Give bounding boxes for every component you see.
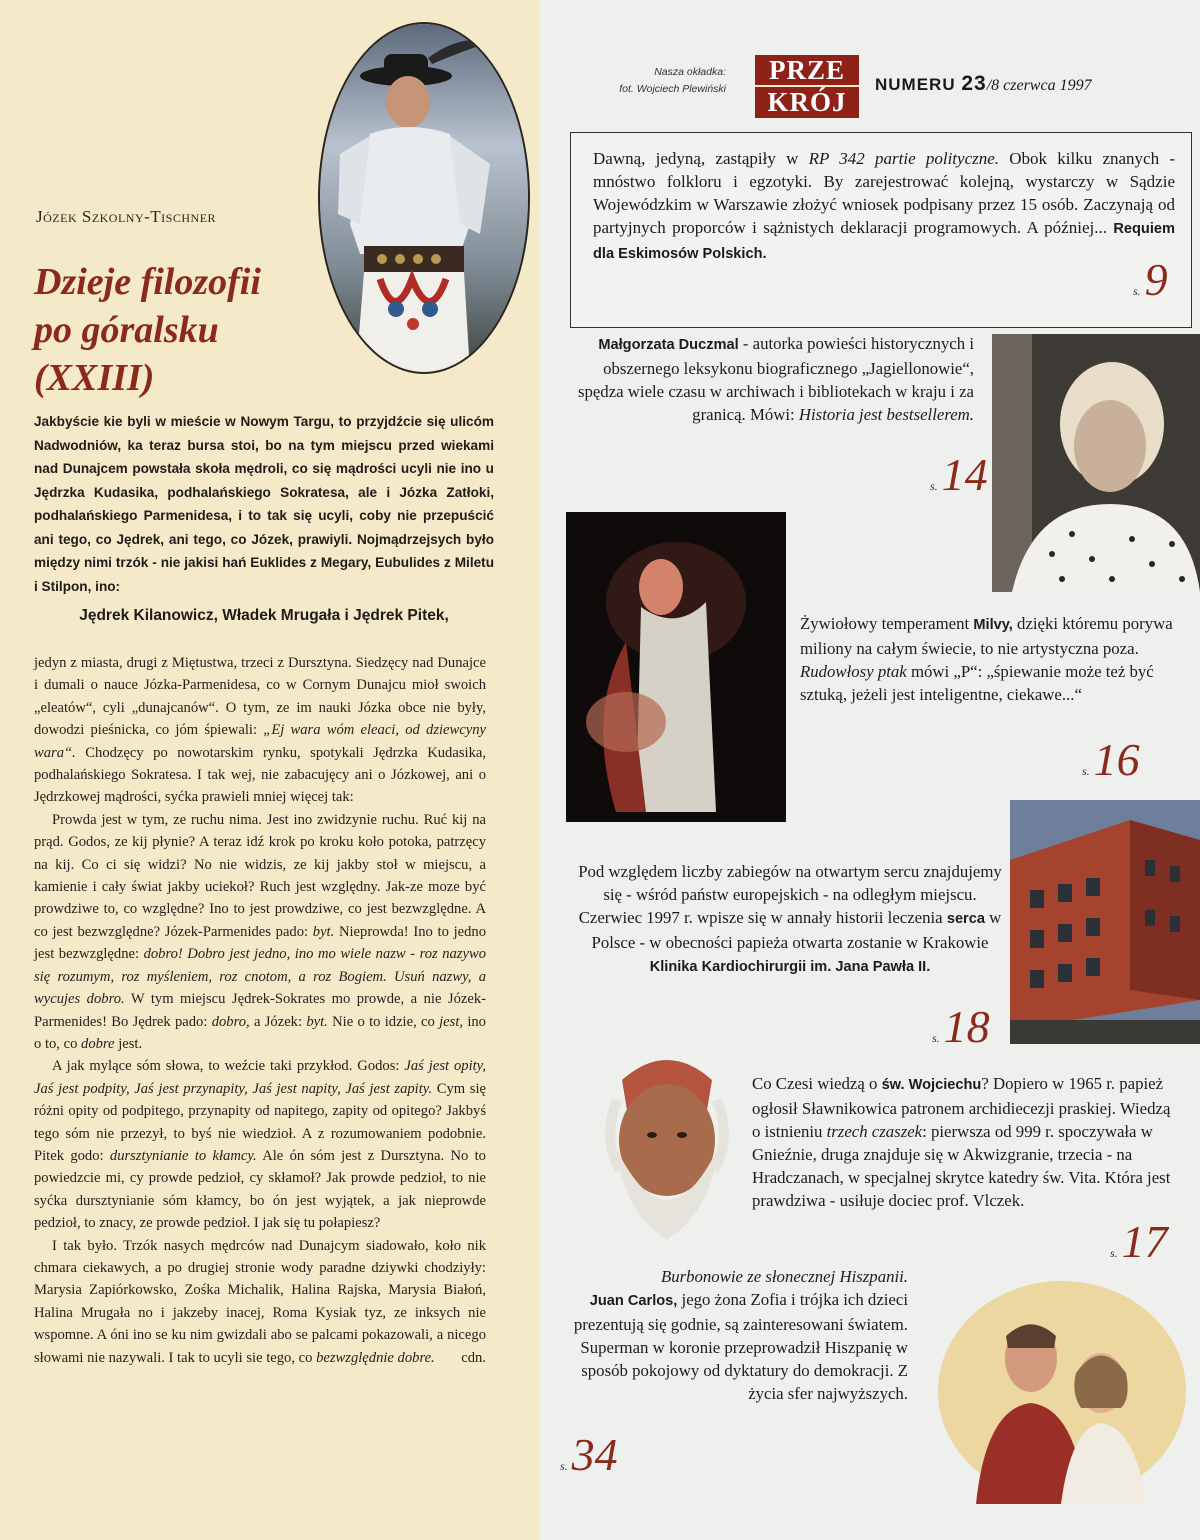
page-ref-9[interactable]: s.9 <box>1133 254 1168 305</box>
teaser-clinic: Pod względem liczby zabiegów na otwartym sercu znajdujemy się - wśród państw europejskich - na odległym miejscu. Czerwiec 1997 r. wpisze się w annały historii leczenia serca w Polsce - w obecności papieża otwarta zostanie w Krakowie Klinika Kardiochirurgii im. Jana Pawła II. <box>578 862 1002 975</box>
title-line-2: po góralsku (XXIII) <box>34 309 219 399</box>
article-title <box>34 258 334 402</box>
author-name: Józek Szkolny-Tischner <box>36 207 217 226</box>
teaser-wojciech: Co Czesi wiedzą o św. Wojciechu? Dopiero w 1965 r. papież ogłosił Sławnikowica patronem archidiecezji praskiej. Wiedzą o istnieniu trzech czaszek: pierwsza od 999 r. spoczywała w Gnieźnie, druga znajduje się w Akwizgranie, trzecia - na Hradczanach, w specjalnej skrytce katedry św. Vita. Która jest prawdziwa - usiłuje dociec prof. Vlczek. <box>752 1074 1171 1210</box>
teaser-juan-carlos: Burbonowie ze słonecznej Hiszpanii. Juan Carlos, jego żona Zofia i trójka ich dzieci prezentują się godnie, są zainteresowani światem. Superman w koronie przeprowadził Hiszpanię w sposób pokojowy od dyktatury do demokracji. Z życia sfer najwyższych. <box>573 1267 908 1403</box>
page-ref-16[interactable]: s.16 <box>1082 734 1140 785</box>
duczmal-photo <box>992 334 1200 592</box>
issue-info <box>875 72 1092 96</box>
paragraph: Prowda jest w tym, ze ruchu nima. Jest ino zwidzynie ruchu. Ruć kij na prąd. Godos, ze kij płynie? A teraz idź krok po kroku koło potoka, patrzęcy na kij. Co ci się widzi? No nie widzis, ze kij jakby stoł w miejscu, a kamienie i cały świat jakby uciekoł? Ruch jest względny. Jak-ze moze być prowdziwe to, co względne? Ino to jest prowdziwe, co jest bezwzględne. A co jest bezwzględne? Józek-Parmenides pado: byt. Nieprowda! Ino to jedno jest bezwzględne: dobro! Dobro jest jedno, ino mo wiele nazw - roz nazywo się rozumym, roz myśleniem, roz cnotom, a roz Bogiem. Usuń nazwy, a wycujes dobro. W tym miejscu Jędrek-Sokrates mo prowde, a nie Józek-Parmenides! Bo Jędrek pado: dobro, a Józek: byt. Nie o to idzie, co jest, ino o to, co dobre jest. <box>34 811 486 1052</box>
issue-number: 23 <box>961 72 987 95</box>
article-body <box>34 652 486 1369</box>
article-names: Jędrek Kilanowicz, Władek Mrugała i Jędrek Pitek, <box>79 607 449 624</box>
page-ref-18[interactable]: s.18 <box>932 1001 990 1052</box>
paragraph: jedyn z miasta, drugi z Miętustwa, trzeci z Dursztyna. Siedzęcy nad Dunajce i dumali o nauce Józka-Parmenidesa, co w Cornym Dunajcu mioł swoich „eleatów“, cyli „dunajcanów“. O tym, ze im nauki Józka obce nie były, dowodzi pieśnicka, co jóm śpiewali: „Ej wara wóm eleaci, od dziewcyny wara“. Chodzęcy po nowotarskim rynku, spotykali Jędrzka Kudasika, podhalańskiego Sokratesa. I tak wej, nie zabacujęcy ani o Józkowej, ani o Jędrzkowej mądrości, syćka prawieli mniej więcej tak: <box>34 655 486 806</box>
page-ref-17[interactable]: s.17 <box>1110 1216 1168 1267</box>
paragraph: A jak mylące sóm słowa, to weźcie taki przykłod. Godos: Jaś jest opity, Jaś jest podpity, Jaś jest przynapity, Jaś jest napity, Jaś jest zapity. Cym się różni opity od podpitego, przynapity od napitego, zapity od opitego? Jakbyś tego sóm nie przezył, to byś nie wiedzioł. A z rozumowaniem podobnie. Pitek godo: dursztynianie to kłamcy. Ale ón sóm jest z Dursztyna. No to powiedzcie mi, cy prowde pedzioł, cy skłamoł? Jak prowde pedzioł, to nie syćka dursztynianie sóm kłamcy, bo ón jest wyjątek, a jak nieprowde pedzioł, to znacy, ze prowde pedzioł. I jak się tu połapiesz? <box>34 1058 486 1232</box>
logo-top: PRZE <box>768 55 845 85</box>
highlander-portrait <box>318 22 530 374</box>
przekroj-logo <box>755 55 859 118</box>
milva-photo <box>566 512 786 822</box>
page-ref-14[interactable]: s.14 <box>930 449 988 500</box>
logo-bottom: KRÓJ <box>755 85 859 117</box>
royal-couple-illustration <box>936 1278 1188 1504</box>
wojciech-illustration <box>582 1040 752 1250</box>
teaser-duczmal: Małgorzata Duczmal - autorka powieści historycznych i obszernego leksykonu biograficznego „Jagiellonowie“, spędza wiele czasu w archiwach i bibliotekach w kraju i za granicą. Mówi: Historia jest bestsellerem. <box>577 334 974 424</box>
issue-label: NUMERU <box>875 75 956 94</box>
title-line-1: Dzieje filozofii <box>34 261 261 303</box>
featured-box <box>570 132 1192 328</box>
clinic-photo <box>1010 800 1200 1044</box>
teaser-milva: Żywiołowy temperament Milvy, dzięki któremu porywa miliony na całym świecie, to nie artystyczna poza. Rudowłosy ptak mówi „P“: „śpiewanie może też być sztuką, jeżeli jest inteligentne, ciekawe...“ <box>800 614 1173 704</box>
to-be-continued: cdn. <box>461 1349 486 1366</box>
paragraph: I tak było. Trzók nasych mędrców nad Dunajcym siadowało, koło nik chmara ciekawych, a po drugiej stronie wody paradne dziywki chodziyły: Marysia Zapiórkowsko, Zośka Michalik, Halina Rajska, Marysia Białoń, Halina Mrugała no i jakzeby inacej, Roma Kysiak tyz, ze inksych nie wspomne. A óni ino se ku nim gwizdali abo se palcami pokazowali, a nicego słowami nie nazywali. I tak to ucyli sie tego, co bezwzględnie dobre. cdn. <box>34 1235 486 1369</box>
article-column <box>0 0 540 1540</box>
article-intro: Jakbyście kie byli w mieście w Nowym Targu, to przyjdźcie się ulicóm Nadwodniów, ka teraz bursa stoi, bo na tym miejscu przed wiekami nad Dunajcem powstała skoła mędroli, co się mądrości ucyli nie ino u Jędrzka Kudasika, podhalańskiego Sokratesa, ale i Józka Zatłoki, podhalańskiego Parmenidesa, i to tak się ucyli, coby nie przepuścić ani tego, co Jędrek, ani tego, co Józek, prawiyli. Nojmądrzejsych było między nimi trzók - nie jakisi hań Euklides z Megary, Eubulides z Miletu i Stilpon, ino: <box>34 414 494 594</box>
page-ref-34[interactable]: s.34 <box>560 1429 618 1480</box>
cover-credit: Nasza okładka: fot. Wojciech Plewiński <box>619 66 726 95</box>
box-text: Dawną, jedyną, zastąpiły w RP 342 partie polityczne. Obok kilku znanych - mnóstwo folkloru i egzotyki. By zarejestrować kolejną, wystarczy w Sądzie Wojewódzkim w Warszawie złożyć wniosek podpisany przez 15 osób. Zaczynają od partyjnych proporców i sążnistych deklaracji programowych. A później... Requiem dla Eskimosów Polskich. <box>593 149 1175 262</box>
issue-date: /8 czerwca 1997 <box>986 77 1092 94</box>
